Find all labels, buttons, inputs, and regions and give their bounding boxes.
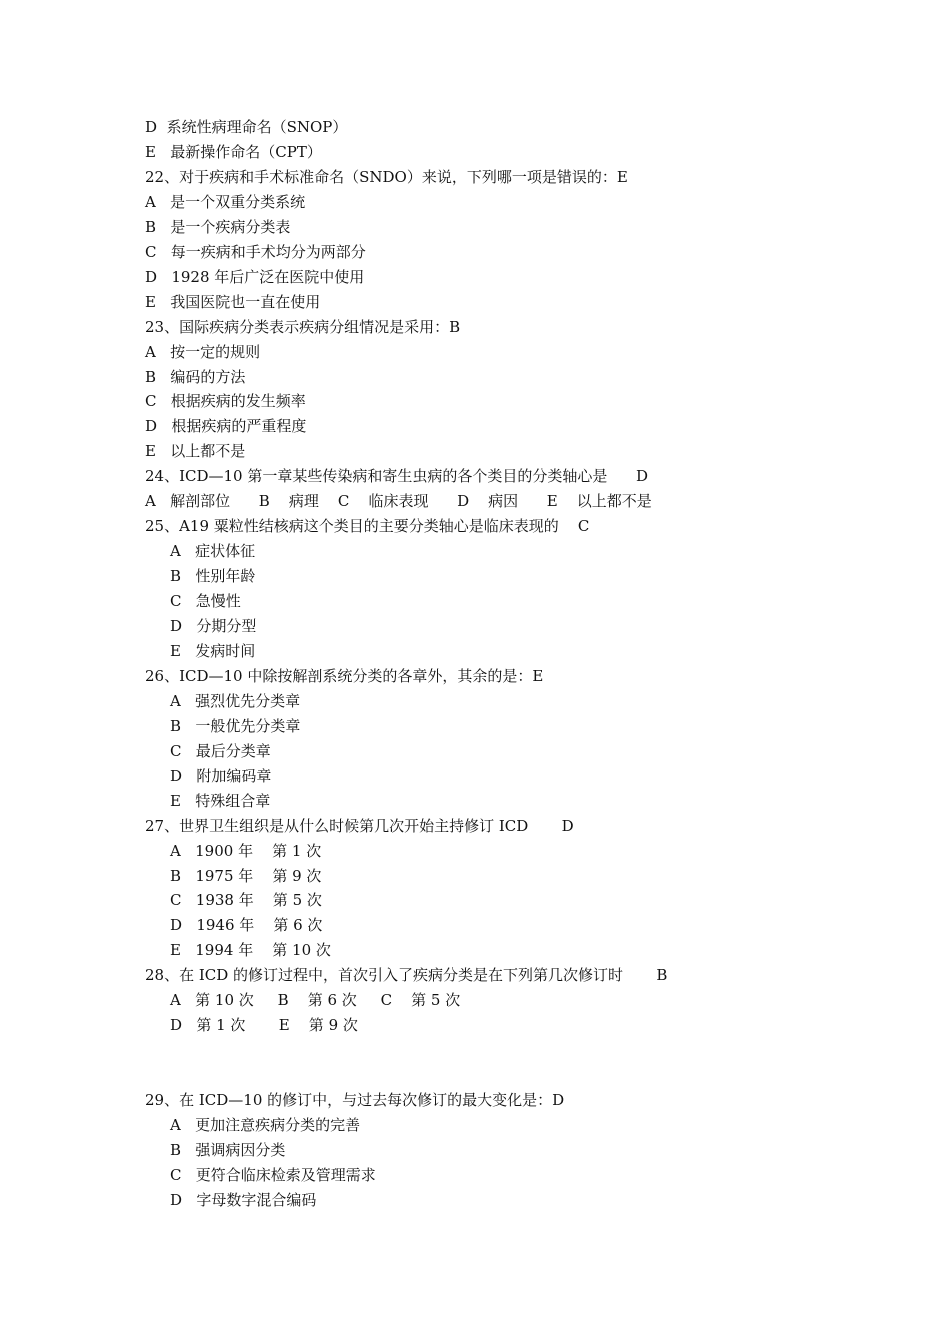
text-line: C 每一疾病和手术均分为两部分 — [145, 242, 366, 261]
text-line: A 是一个双重分类系统 — [145, 192, 306, 211]
text-line: D 1946 年 第 6 次 — [170, 916, 323, 935]
text-line: 24、ICD—10 第一章某些传染病和寄生虫病的各个类目的分类轴心是 D — [145, 467, 649, 486]
text-line: D 分期分型 — [170, 617, 257, 635]
text-line: 27、世界卫生组织是从什么时候第几次开始主持修订 ICD D — [145, 816, 574, 835]
text-line: B 性别年龄 — [170, 567, 256, 586]
text-line: B 编码的方法 — [145, 367, 246, 386]
text-line: D 第 1 次 E 第 9 次 — [170, 1016, 358, 1035]
text-line: E 1994 年 第 10 次 — [170, 941, 331, 960]
text-line: E 以上都不是 — [145, 442, 246, 461]
text-line: A 更加注意疾病分类的完善 — [170, 1116, 361, 1135]
text-line: D 1928 年后广泛在医院中使用 — [145, 267, 365, 286]
text-line: A 按一定的规则 — [145, 342, 261, 361]
text-line: A 强烈优先分类章 — [170, 691, 301, 710]
text-line: E 最新操作命名（CPT） — [145, 142, 322, 161]
text-line: C 急慢性 — [170, 592, 241, 610]
text-line: E 我国医院也一直在使用 — [145, 292, 321, 311]
text-line: 23、国际疾病分类表示疾病分组情况是采用：B — [145, 317, 461, 336]
text-line: A 症状体征 — [170, 542, 256, 561]
text-line: C 1938 年 第 5 次 — [170, 891, 322, 910]
text-line: E 特殊组合章 — [170, 791, 271, 810]
text-line: C 更符合临床检索及管理需求 — [170, 1166, 376, 1184]
text-line: B 1975 年 第 9 次 — [170, 866, 322, 885]
text-line: A 第 10 次 B 第 6 次 C 第 5 次 — [170, 991, 461, 1010]
text-line: B 是一个疾病分类表 — [145, 217, 291, 236]
text-line: 28、在 ICD 的修订过程中，首次引入了疾病分类是在下列第几次修订时 B — [145, 966, 668, 985]
text-line: B 一般优先分类章 — [170, 716, 301, 735]
text-line: B 强调病因分类 — [170, 1141, 286, 1159]
text-line: A 解剖部位 B 病理 C 临床表现 D 病因 E 以上都不是 — [145, 492, 652, 511]
text-line: C 最后分类章 — [170, 741, 271, 760]
text-line: D 附加编码章 — [170, 766, 272, 785]
text-line: A 1900 年 第 1 次 — [170, 841, 322, 860]
text-line: 26、ICD—10 中除按解剖系统分类的各章外，其余的是：E — [145, 666, 544, 685]
text-line: D 根据疾病的严重程度 — [145, 417, 307, 436]
text-line: D 字母数字混合编码 — [170, 1190, 317, 1209]
text-line: C 根据疾病的发生频率 — [145, 392, 306, 411]
text-line: D 系统性病理命名（SNOP） — [145, 118, 348, 136]
text-line: E 发病时间 — [170, 641, 256, 660]
text-line: 29、在 ICD—10 的修订中，与过去每次修订的最大变化是：D — [145, 1091, 565, 1110]
text-line: 22、对于疾病和手术标准命名（SNDO）来说，下列哪一项是错误的：E — [145, 167, 628, 186]
text-line: 25、A19 粟粒性结核病这个类目的主要分类轴心是临床表现的 C — [145, 517, 590, 536]
